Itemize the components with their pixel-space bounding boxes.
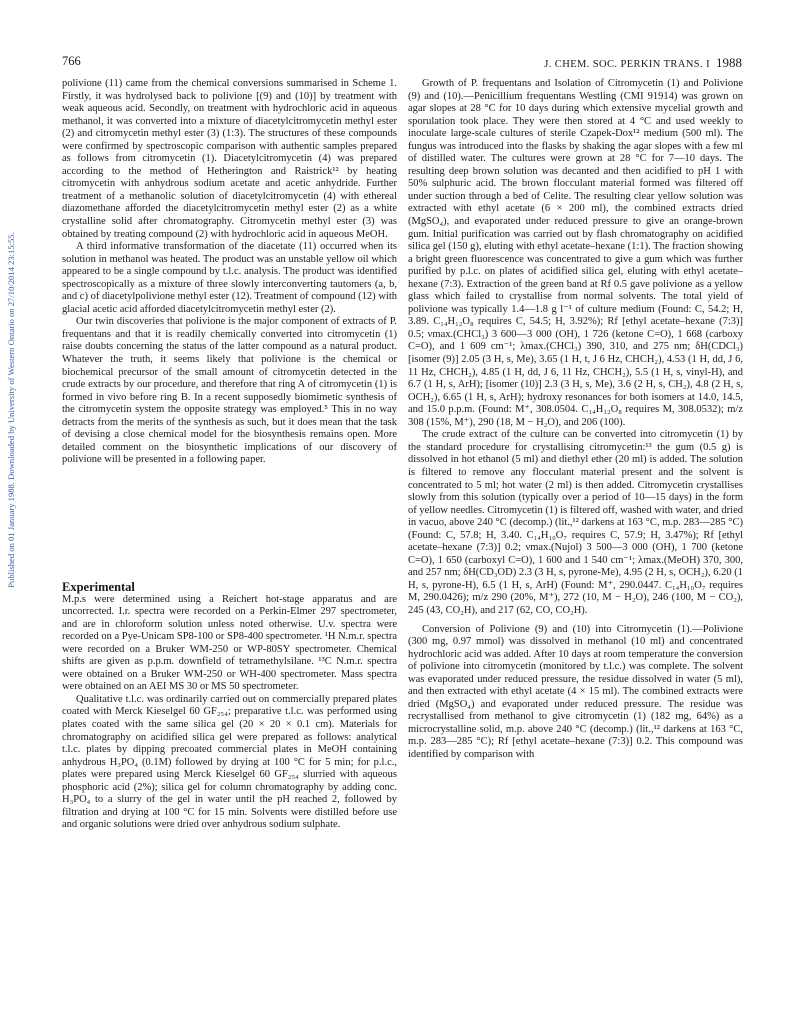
body-paragraph: polivione (11) came from the chemical conversions summarised in Scheme 1. Firstly, it was hydrolysed back to polivione [(9) and (10)] by treatment with weak aqueous acid. Secondly, on treatment with hydrochloric acid in aqueous methanol, it was converted into a mixture of diacetylcitromycetin methyl ester (2) and citromycetin methyl ester (3) (1:3). The structures of these compounds were confirmed by spectroscopic comparison with authentic samples prepared as follows from citromycetin (1). Diacetylcitromycetin (4) was prepared according to the method of Hetherington and Raistrick¹² by heating citromycetin with anhydrous sodium acetate and acetic anhydride. Further treatment of a methanolic solution of diacetylcitromycetin (4) with ethereal diazomethane afforded the diacetylcitromycetin methyl ester (2) as a white crystalline solid after chromatography. Citromycetin methyl ester (3) was obtained by treating compound (2) with hydrochloric acid in aqueous MeOH. xyxy=(62,78,397,240)
running-header xyxy=(506,55,742,71)
body-paragraph: Conversion of Polivione (9) and (10) into Citromycetin (1).—Polivione (300 mg, 0.97 mmol) was dissolved in methanol (10 ml) and concentrated hydrochloric acid was added. After 10 days at room temperature the conversion of polivione into citromycetin (monitored by t.l.c.) was complete. The solvent was evaporated under reduced pressure, the residue dissolved in water (5 ml), and then extracted with ethyl acetate (4 × 15 ml). The combined extracts were dried (MgSO₄) and evaporated under reduced pressure. The residue was recrystallised from methanol to give citromycetin (1) (182 mg, 64%) as a microcrystalline solid, m.p. above 240 °C (decomp.) (lit.,¹² darkens at 163 °C, m.p. 283—285 °C); Rf [ethyl acetate–hexane (7:3)] 0.2. This compound was identified by comparison with xyxy=(408,623,743,760)
page-number: 766 xyxy=(62,54,81,68)
column-gap xyxy=(62,467,397,581)
journal-year: 1988 xyxy=(716,55,742,70)
left-column xyxy=(62,78,397,832)
side-note-text[interactable]: Published on 01 January 1988. Downloaded by University of Western Ontario on 27/10/2014 23:15:55. xyxy=(6,232,16,588)
journal-name: J. CHEM. SOC. PERKIN TRANS. I xyxy=(544,59,710,70)
body-paragraph: The crude extract of the culture can be converted into citromycetin (1) by the standard procedure for crystallising citromycetin:¹³ the gum (0.5 g) is dissolved in hot ethanol (5 ml) and diethyl ether (20 ml) is added. The solution is filtered to remove any flocculant material present and the solvent is concentrated to 5 ml; hot water (2 ml) is then added. Citromycetin crystallises slowly from this solution (typically over a period of 10—15 days) in the form of yellow needles. Citromycetin (1) is filtered off, washed with water, and dried in vacuo, above 240 °C (decomp.) (lit.,¹² darkens at 163 °C, m.p. 283—285 °C) (Found: C, 57.8; H, 3.40. C₁₄H₁₀O₇ requires C, 57.9; H, 3.47%); Rf [ethyl acetate–hexane (7:3)] 0.2; νmax.(Nujol) 3 500—3 000 (OH), 1 700 (ketone C=O), 1 650 (carboxyl C=O), 1 600 and 1 540 cm⁻¹; λmax.(MeOH) 370, 300, and 257 nm; δH(CD₃OD) 2.3 (3 H, s, pyrone-Me), 4.95 (2 H, s, OCH₂), 6.20 (1 H, s, pyrone-H), 6.5 (1 H, s, ArH) (Found: M⁺, 290.0447. C₁₄H₁₀O₇ requires M, 290.0426); m/z 290 (20%, M⁺), 272 (10, M − H₂O), 246 (100, M − CO₂), 245 (43, CO₂H), and 217 (62, CO, CO₂H). xyxy=(408,429,743,616)
publication-side-note[interactable] xyxy=(4,150,18,670)
body-paragraph: M.p.s were determined using a Reichert hot-stage apparatus and are uncorrected. I.r. spectra were recorded on a Perkin-Elmer 297 spectrometer, and are in chloroform solution unless noted otherwise. U.v. spectra were recorded on a Pye-Unicam SP8-100 or SP8-400 spectrometer. ¹H N.m.r. spectra were recorded on a Bruker WM-250 or WP-80SY spectrometer. Chemical shifts are given as p.p.m. downfield of tetramethylsilane. ¹³C N.m.r. spectra were obtained on a Bruker WM-250 or WH-400 spectrometer. Mass spectra were obtained on an AEI MS 30 or MS 50 spectrometer. xyxy=(62,593,397,693)
section-heading-experimental: Experimental xyxy=(62,579,135,594)
body-paragraph: Growth of P. frequentans and Isolation of Citromycetin (1) and Polivione (9) and (10).—Penicillium frequentans Westling (CMI 91914) was grown on agar slopes at 28 °C for 10 days during which extensive mycelial growth and sporulation took place. They were then stored at 4 °C and used weekly to inoculate large-scale cultures of sterile Czapek-Dox¹² medium (500 ml). The fungus was introduced into the flasks by shaking the agar slopes with a few ml of distilled water. The cultures were grown at 28 °C for 7—10 days. The resulting deep brown solution was decanted and then acidified to pH 1 with 50% sulphuric acid. The brown flocculant material formed was filtered off under suction through a bed of Celite. The resulting clear yellow solution was extracted with ethyl acetate (6 × 200 ml), the combined extracts dried (MgSO₄), and evaporated under reduced pressure to give an orange-brown gum. Initial purification was carried out by flash chromatography on acidified silica gel (150 g), eluting with ethyl acetate–hexane (1:1). The fraction showing a bright green fluorescence was concentrated to give a gum which was further purified by p.l.c. on plates of acidified silica gel, eluting with ethyl acetate–hexane (7:3). Extraction of the green band at Rf 0.5 gave polivione as a yellow glass which failed to crystallise from normal solvents. The total yield of polivione was typically 1.4—1.8 g l⁻¹ of culture medium (Found: C, 54.2; H, 3.89. C₁₄H₁₂O₈ requires C, 54.5; H, 3.92%); Rf [ethyl acetate–hexane (7:3)] 0.5; νmax.(CHCl₃) 3 600—3 000 (OH), 1 726 (ketone C=O), 1 668 (carboxy C=O), and 1 609 cm⁻¹; λmax.(CHCl₃) 390, 310, and 275 nm; δH(CDCl₃) [isomer (9)] 2.05 (3 H, s, Me), 3.65 (1 H, t, J 6 Hz, CHCH₂), 4.53 (1 H, dd, J 6, 11 Hz, CHCH₂), 4.85 (1 H, dd, J 6, 11 Hz, CHCH₂), 5.5 (1 H, s, vinyl-H), and 6.7 (1 H, s, ArH); [isomer (10)] 2.3 (3 H, s, Me), 3.6 (2 H, s, CH₂), 4.8 (2 H, s, OCH₂), 6.65 (1 H, s, ArH); hydroxy resonances for both isomers at 14.0, 14.5, and 15.0 p.p.m. (Found: M⁺, 308.0504. C₁₄H₁₂O₈ requires M, 308.0532); m/z 308 (15%, M⁺), 290 (18, M − H₂O), and 206 (100). xyxy=(408,78,743,428)
body-paragraph: Our twin discoveries that polivione is the major component of extracts of P. frequentans and that it is readily chemically converted into citromycetin (1) raise doubts concerning the status of the latter compound as a natural product. Whatever the truth, it seems likely that polivione is the chemical or biochemical precursor of the small amount of citromycetin detected in the crude extracts by our procedure, and therefore that ring A of citromycetin (1) is formed in vivo before ring B. In a recent supposedly biomimetic synthesis of the citromycetin system the opposite strategy was employed.⁵ This in no way detracts from the merits of the synthesis as such, but it does mean that the task of devising a close chemical model for the biosynthesis remains open. More detailed comment on the biosynthetic implications of our discovery of polivione will be presented in a following paper. xyxy=(62,316,397,466)
body-paragraph: Qualitative t.l.c. was ordinarily carried out on commercially prepared plates coated with Merck Kieselgel 60 GF₂₅₄; preparative t.l.c. was performed using plates coated with the same silica gel (20 × 20 × 0.1 cm). Materials for chromatography on acidified silica gel were prepared as follows: analytical t.l.c. plates by dipping precoated commercial plates in MeOH containing anhydrous H₃PO₄ (0.1M) followed by drying at 100 °C for 5 min; for p.l.c., plates were prepared using Merck Kieselgel 60 GF₂₅₄ slurried with aqueous phosphoric acid (2%); silica gel for column chromatography by adding conc. H₃PO₄ to a slurry of the gel in water until the pH reached 2, followed by filtration and drying at 100 °C for 15 min. Solvents were distilled before use and organic solutions were dried over anhydrous sodium sulphate. xyxy=(62,693,397,831)
right-column xyxy=(408,78,743,762)
body-paragraph: A third informative transformation of the diacetate (11) occurred when its solution in methanol was heated. The product was an unstable yellow oil which appeared to be a single compound by t.l.c. analysis. The product was identified spectroscopically as a mixture of three slowly interconverting tautomers (a, b, and c) of diacetylpolivione methyl ester (12). Treatment of compound (12) with glacial acetic acid afforded diacetylcitromycetin methyl ester (2). xyxy=(62,241,397,315)
